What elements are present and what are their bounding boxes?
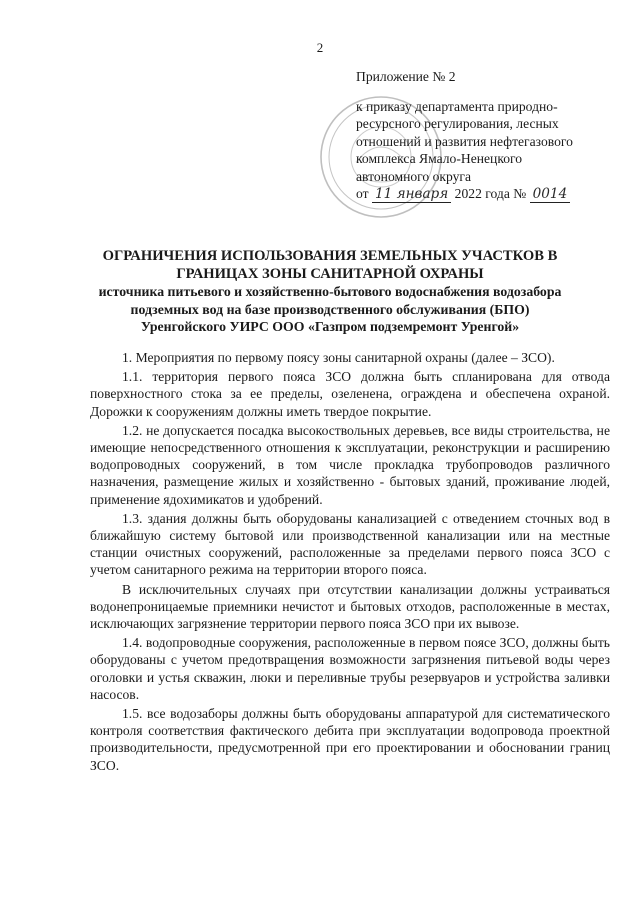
appendix-block (356, 68, 626, 204)
paragraph: 1.3. здания должны быть оборудованы канализацией с отведением сточных вод в ближайшую систему бытовой или производственной канализации или на местные станции очистных сооружений, расположенные за пределами первого пояса ЗСО с учетом санитарного режима на территории второго пояса. (90, 510, 610, 578)
appendix-line: комплекса Ямало-Ненецкого (356, 151, 523, 166)
paragraph: 1.2. не допускается посадка высокоствольных деревьев, все виды строительства, не имеющие непосредственного отношения к эксплуатации, реконструкции и расширению водопроводных сооружений, в том числе прокладка трубопроводов различного назначения, размещение жилых и хозяйственно - бытовых зданий, проживание людей, применение ядохимикатов и удобрений. (90, 422, 610, 507)
handwritten-date: 11 января (372, 186, 451, 203)
paragraph: В исключительных случаях при отсутствии канализации должны устраиваться водонепроницаемые приемники нечистот и бытовых отходов, расположенные в местах, исключающих загрязнение территории первого пояса ЗСО при их вывозе. (90, 581, 610, 632)
paragraph: 1. Мероприятия по первому поясу зоны санитарной охраны (далее – ЗСО). (122, 350, 555, 365)
appendix-title: Приложение № 2 (356, 69, 456, 84)
date-prefix: от (356, 186, 369, 201)
heading-subtitle-line: источника питьевого и хозяйственно-бытового водоснабжения водозабора (98, 284, 562, 299)
appendix-line: отношений и развития нефтегазового (356, 133, 573, 149)
order-date-line (356, 185, 626, 204)
appendix-line: ресурсного регулирования, лесных (356, 116, 559, 131)
heading-line: ОГРАНИЧЕНИЯ ИСПОЛЬЗОВАНИЯ ЗЕМЕЛЬНЫХ УЧАСТКОВ В (102, 248, 558, 264)
paragraph: 1.4. водопроводные сооружения, расположенные в первом поясе ЗСО, должны быть оборудованы с учетом предотвращения возможности загрязнения питьевой воды через оголовки и устья скважин, люки и переливные трубы резервуаров и устройства заливки насосов. (90, 635, 610, 702)
paragraph: 1.1. территория первого пояса ЗСО должна быть спланирована для отвода поверхностного стока за ее пределы, озеленена, ограждена и обеспечена охраной. Дорожки к сооружениям должны иметь твердое покрытие. (90, 369, 610, 419)
heading-subtitle-line: Уренгойского УИРС ООО «Газпром подземремонт Уренгой» (140, 319, 520, 334)
document-body (90, 349, 610, 776)
page-number: 2 (316, 40, 324, 55)
handwritten-order-number: 0014 (530, 186, 571, 203)
date-year: 2022 года № (454, 186, 527, 201)
paragraph: 1.5. все водозаборы должны быть оборудованы аппаратурой для систематического контроля соответствия фактического дебита при эксплуатации водопровода проектной производительности, предусмотренной при его проектировании и обосновании границ ЗСО. (90, 706, 610, 773)
appendix-line: автономного округа (356, 168, 472, 184)
heading-line: ГРАНИЦАХ ЗОНЫ САНИТАРНОЙ ОХРАНЫ (176, 265, 484, 282)
heading-subtitle-line: подземных вод на базе производственного обслуживания (БПО) (130, 301, 530, 317)
document-heading (70, 248, 590, 336)
appendix-line: к приказу департамента природно- (356, 98, 558, 114)
